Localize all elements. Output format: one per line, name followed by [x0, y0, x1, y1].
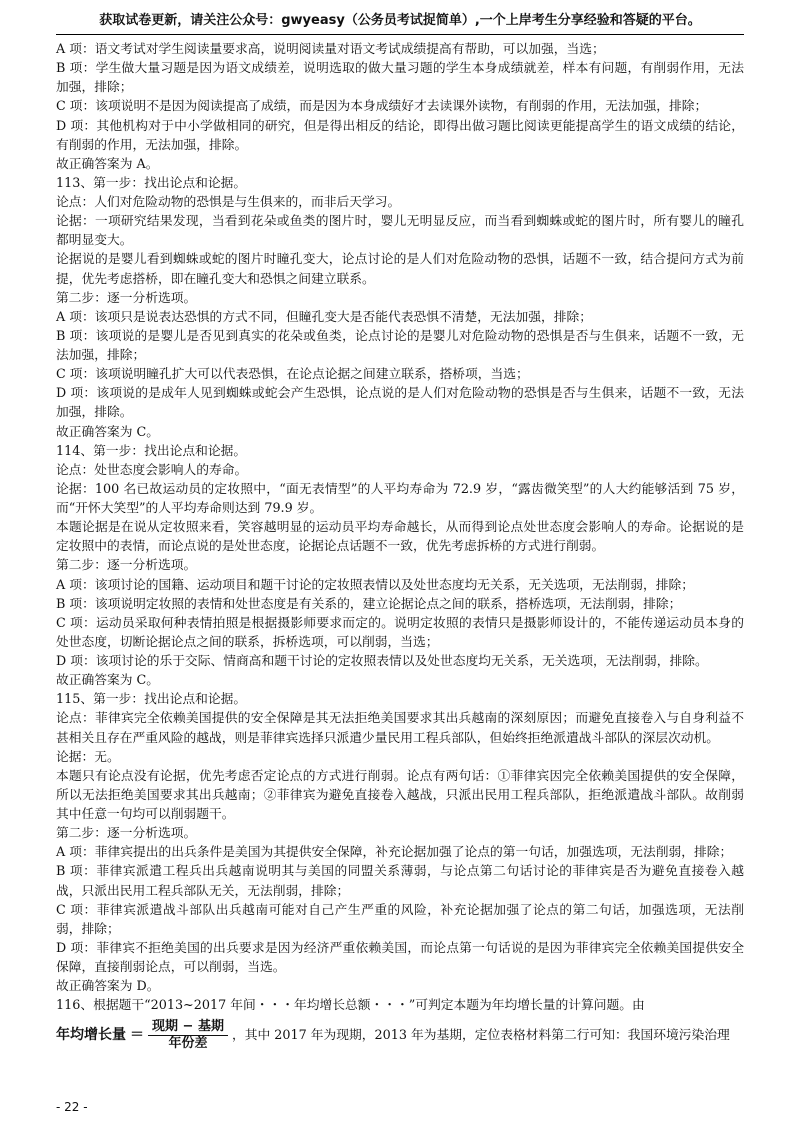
paragraph: C 项：运动员采取何种表情拍照是根据摄影师要求而定的。说明定妆照的表情只是摄影师设计的，不能传递运动员本身的处世态度，切断论据论点之间的联系，拆桥选项，可以削弱，当选； — [56, 615, 744, 650]
paragraph: 论据说的是婴儿看到蜘蛛或蛇的图片时瞳孔变大，论点讨论的是人们对危险动物的恐惧，话题不一致，结合提问方式为前提，优先考虑搭桥，即在瞳孔变大和恐惧之间建立联系。 — [56, 252, 744, 287]
paragraph: C 项：该项说明不是因为阅读提高了成绩，而是因为本身成绩好才去读课外读物，有削弱的作用，无法加强，排除； — [56, 99, 708, 115]
formula-line — [56, 1015, 744, 1055]
formula-eq: ＝ — [130, 1026, 144, 1043]
formula-tail: ，其中 2017 年为现期，2013 年为基期，定位表格材料第二行可知：我国环境污染治理 — [231, 1027, 730, 1043]
paragraph: 113、第一步：找出论点和论据。 — [56, 175, 247, 191]
paragraph: 第二步：逐一分析选项。 — [56, 558, 197, 574]
paragraph: 115、第一步：找出论点和论据。 — [56, 692, 247, 708]
paragraph: 故正确答案为 C。 — [56, 673, 160, 689]
paragraph: A 项：该项只是说表达恐惧的方式不同，但瞳孔变大是否能代表恐惧不清楚，无法加强，排除； — [56, 309, 593, 325]
paragraph: 故正确答案为 A。 — [56, 156, 159, 172]
paragraph: D 项：菲律宾不拒绝美国的出兵要求是因为经济严重依赖美国，而论点第一句话说的是因为菲律宾完全依赖美国提供安全保障，直接削弱论点，可以削弱，当选。 — [56, 940, 744, 975]
paragraph: 故正确答案为 C。 — [56, 424, 160, 440]
paragraph: 本题只有论点没有论据，优先考虑否定论点的方式进行削弱。论点有两句话：①菲律宾因完全依赖美国提供的安全保障，所以无法拒绝美国要求其出兵越南；②菲律宾为避免直接卷入越战，只派出民用工程兵部队，拒绝派遣战斗部队。故削弱其中任意一句均可以削弱题干。 — [56, 768, 744, 822]
paragraph: 第二步：逐一分析选项。 — [56, 826, 197, 842]
page-number: - 22 - — [56, 1100, 88, 1114]
paragraph: D 项：该项讨论的乐于交际、情商高和题干讨论的定妆照表情以及处世态度均无关系，无关选项，无法削弱，排除。 — [56, 654, 708, 669]
paragraph: A 项：该项讨论的国籍、运动项目和题干讨论的定妆照表情以及处世态度均无关系，无关选项，无法削弱，排除； — [56, 577, 695, 593]
paragraph-list — [56, 40, 744, 1015]
paragraph: 论据：一项研究结果发现，当看到花朵或鱼类的图片时，婴儿无明显反应，而当看到蜘蛛或蛇的图片时，所有婴儿的瞳孔都明显变大。 — [56, 214, 744, 249]
formula-numerator: 现期 − 基期 — [148, 1019, 228, 1036]
paragraph: 论点：人们对危险动物的恐惧是与生俱来的，而非后天学习。 — [56, 195, 401, 210]
formula-left: 年均增长量 — [56, 1026, 126, 1043]
formula-denominator: 年份差 — [168, 1035, 208, 1051]
paragraph: A 项：语文考试对学生阅读量要求高，说明阅读量对语文考试成绩提高有帮助，可以加强，当选； — [56, 42, 605, 57]
paragraph: B 项：菲律宾派遣工程兵出兵越南说明其与美国的同盟关系薄弱，与论点第二句话讨论的菲律宾是否为避免直接卷入越战，只派出民用工程兵部队无关，无法削弱，排除； — [56, 864, 744, 899]
growth-formula — [56, 1019, 228, 1052]
paragraph: 论据：100 名已故运动员的定妆照中，“面无表情型”的人平均寿命为 72.9 岁，“露齿微笑型”的人大约能够活到 75 岁，而“开怀大笑型”的人平均寿命则达到 79.9 岁。 — [56, 481, 744, 516]
formula-fraction — [148, 1019, 228, 1052]
paragraph: 114、第一步：找出论点和论据。 — [56, 443, 247, 459]
paragraph: 论点：菲律宾完全依赖美国提供的安全保障是其无法拒绝美国要求其出兵越南的深刻原因；而避免直接卷入与自身利益不甚相关且存在严重风险的越战，则是菲律宾选择只派遣少量民用工程兵部队，但始终拒绝派遣战斗部队的深层次动机。 — [56, 711, 744, 746]
paragraph: 故正确答案为 D。 — [56, 979, 160, 995]
paragraph: B 项：该项说明定妆照的表情和处世态度是有关系的，建立论据论点之间的联系，搭桥选项，无法削弱，排除； — [56, 596, 682, 612]
paragraph: 论点：处世态度会影响人的寿命。 — [56, 462, 248, 478]
paragraph: 论据：无。 — [56, 749, 120, 765]
paragraph: D 项：其他机构对于中小学做相同的研究，但是得出相反的结论，即得出做习题比阅读更能提高学生的语文成绩的结论，有削弱的作用，无法加强，排除。 — [56, 118, 744, 153]
paragraph: D 项：该项说的是成年人见到蜘蛛或蛇会产生恐惧，论点说的是人们对危险动物的恐惧是否与生俱来，话题不一致，无法加强，排除。 — [56, 386, 744, 421]
page-header: 获取试卷更新，请关注公众号：gwyeasy（公务员考试捉简单）,一个上岸考生分享经验和答疑的平台。 — [56, 8, 744, 35]
paragraph: C 项：该项说明瞳孔扩大可以代表恐惧，在论点论据之间建立联系，搭桥项，当选； — [56, 367, 529, 383]
paragraph: B 项：该项说的是婴儿是否见到真实的花朵或鱼类，论点讨论的是婴儿对危险动物的恐惧是否与生俱来，话题不一致，无法加强，排除； — [56, 328, 744, 363]
paragraph: A 项：菲律宾提出的出兵条件是美国为其提供安全保障，补充论据加强了论点的第一句话，加强选项，无法削弱，排除； — [56, 845, 733, 861]
paragraph: C 项：菲律宾派遣战斗部队出兵越南可能对自己产生严重的风险，补充论据加强了论点的第二句话，加强选项，无法削弱，排除； — [56, 902, 744, 937]
paragraph: 本题论据是在说从定妆照来看，笑容越明显的运动员平均寿命越长，从而得到论点处世态度会影响人的寿命。论据说的是定妆照中的表情，而论点说的是处世态度，论据论点话题不一致，优先考虑拆桥的方式进行削弱。 — [56, 520, 744, 555]
paragraph: 116、根据题干“2013~2017 年间・・・年均增长总额・・・”可判定本题为年均增长量的计算问题。由 — [56, 998, 645, 1014]
paragraph: 第二步：逐一分析选项。 — [56, 290, 197, 306]
answer-explanation-body — [56, 40, 744, 1055]
paragraph: B 项：学生做大量习题是因为语文成绩差，说明选取的做大量习题的学生本身成绩就差，样本有问题，有削弱作用，无法加强，排除； — [56, 61, 744, 96]
